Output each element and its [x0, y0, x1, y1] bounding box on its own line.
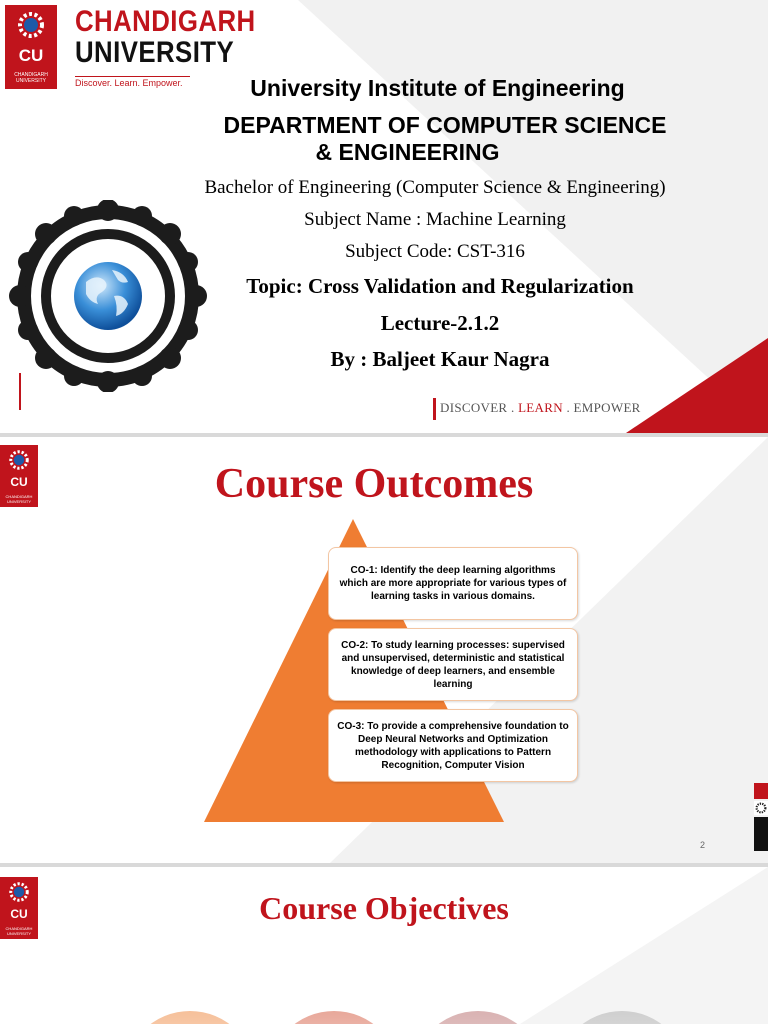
footer-empower: . EMPOWER — [562, 400, 641, 415]
accent-bar — [19, 373, 21, 410]
course-outcome-2: CO-2: To study learning processes: supervised and unsupervised, deterministic and statistical knowledge of deep learners, and ensemble learning — [328, 628, 578, 701]
university-name — [75, 6, 256, 68]
department-line1: DEPARTMENT OF COMPUTER SCIENCE — [223, 112, 667, 138]
logo-subtext-1: CHANDIGARH — [14, 72, 48, 78]
lecture-number: Lecture-2.1.2 — [380, 311, 500, 335]
gear-icon — [754, 801, 768, 815]
slide-title: Course Objectives — [259, 890, 509, 926]
logo-subtext-2: UNIVERSITY — [6, 931, 31, 936]
page-number: 2 — [700, 840, 706, 850]
university-name-line2: UNIVERSITY — [75, 36, 235, 69]
title-slide — [0, 0, 768, 433]
lecture-topic: Topic: Cross Validation and Regularization — [246, 274, 634, 298]
department-line2: & ENGINEERING — [315, 139, 500, 165]
lecture-author: By : Baljeet Kaur Nagra — [330, 347, 550, 371]
cu-logo — [5, 5, 57, 89]
subject-code: Subject Code: CST-316 — [345, 241, 525, 262]
brand-tagline: Discover. Learn. Empower. — [75, 78, 183, 88]
course-objectives-slide — [0, 867, 768, 1024]
logo-text: CU — [10, 475, 28, 489]
subject-name: Subject Name : Machine Learning — [304, 209, 566, 230]
objective-circles — [0, 867, 768, 1024]
university-name-line1: CHANDIGARH — [75, 5, 256, 38]
logo-text: CU — [18, 46, 44, 65]
footer-learn: LEARN — [518, 400, 563, 415]
course-outcome-3: CO-3: To provide a comprehensive foundation to Deep Neural Networks and Optimization methodology with applications to Pattern Recognition, Computer Vision — [328, 709, 578, 782]
gear-icon — [15, 9, 47, 41]
logo-text: CU — [10, 907, 28, 921]
logo-subtext-2: UNIVERSITY — [6, 499, 31, 504]
globe-icon — [74, 262, 142, 330]
course-outcomes-slide — [0, 437, 768, 863]
footer-bar — [433, 398, 436, 420]
logo-subtext-2: UNIVERSITY — [15, 78, 46, 84]
slide-title: Course Outcomes — [214, 461, 534, 507]
degree-name: Bachelor of Engineering (Computer Science & Engineering) — [204, 177, 666, 198]
logo-subtext-1: CHANDIGARH — [5, 494, 33, 499]
course-outcome-1: CO-1: Identify the deep learning algorithms which are more appropriate for various types of learning tasks in various domains. — [328, 547, 578, 620]
footer-motto — [440, 400, 641, 416]
edge-logo — [754, 783, 768, 851]
institute-name: University Institute of Engineering — [250, 75, 625, 101]
logo-subtext-1: CHANDIGARH — [5, 926, 33, 931]
corner-triangle — [626, 338, 768, 433]
footer-discover: DISCOVER . — [440, 400, 519, 415]
